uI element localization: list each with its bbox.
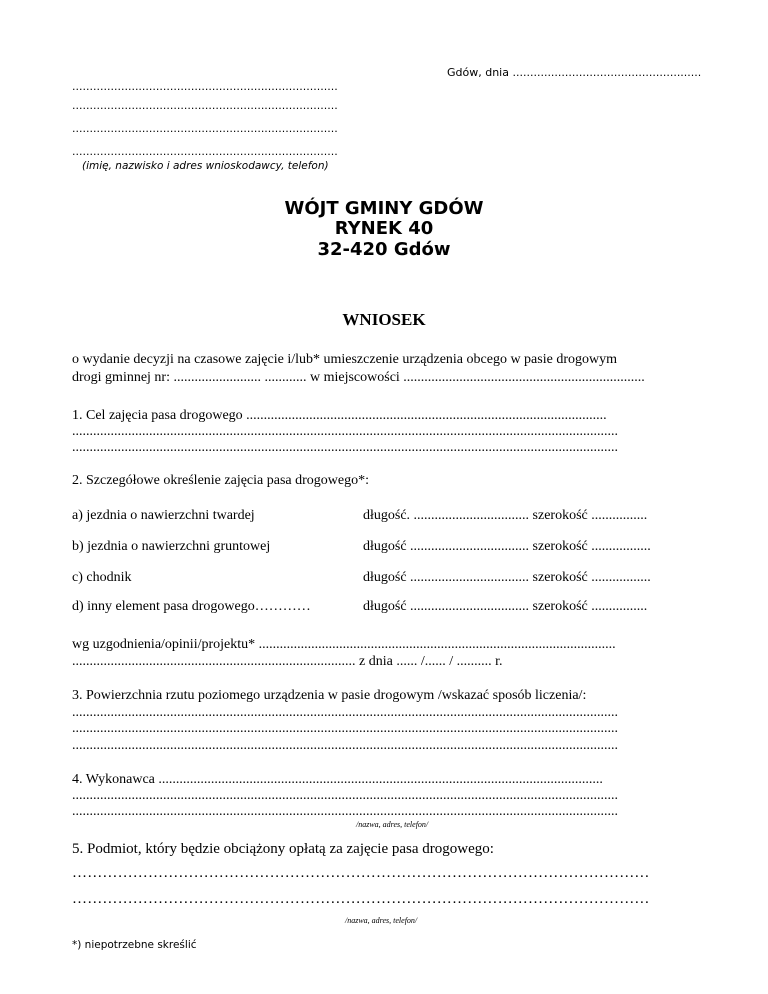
section-3-line[interactable]: ............................................................................................................................................................ (72, 705, 618, 720)
section-5-header: 5. Podmiot, który będzie obciążony opłatą za zajęcie pasa drogowego: (72, 841, 494, 857)
addressee-street: RYNEK 40 (334, 218, 434, 239)
row-label: c) chodnik (72, 570, 132, 585)
applicant-caption: (imię, nazwisko i adres wnioskodawcy, telefon) (82, 160, 329, 172)
row-dims[interactable]: długość. ................................. szerokość ................ (363, 508, 648, 523)
applicant-line[interactable]: ............................................................................ (72, 80, 338, 93)
section-3-line[interactable]: ............................................................................................................................................................ (72, 738, 618, 753)
applicant-line[interactable]: ............................................................................ (72, 122, 338, 135)
page-title: WNIOSEK (342, 310, 426, 329)
section-1-line[interactable]: ............................................................................................................................................................ (72, 440, 618, 455)
agreement-date-line[interactable]: ................................................................................. z dnia ...... /...... / .......... r. (72, 654, 503, 669)
addressee-city: 32-420 Gdów (317, 239, 451, 260)
section-4-header[interactable]: 4. Wykonawca ............................................................................................................................... (72, 772, 603, 787)
section-5-line[interactable]: …………………………………………………………………………………………………… (72, 891, 650, 907)
applicant-line[interactable]: ............................................................................ (72, 99, 338, 112)
addressee-name: WÓJT GMINY GDÓW (284, 198, 484, 219)
row-label[interactable]: d) inny element pasa drogowego………… (72, 599, 311, 614)
section-5-caption: /nazwa, adres, telefon/ (345, 916, 418, 925)
intro-line: o wydanie decyzji na czasowe zajęcie i/lub* umieszczenie urządzenia obcego w pasie drogowym (72, 352, 617, 367)
section-2-header: 2. Szczegółowe określenie zajęcia pasa drogowego*: (72, 473, 369, 488)
section-4-line[interactable]: ............................................................................................................................................................ (72, 788, 618, 803)
row-label: b) jezdnia o nawierzchni gruntowej (72, 539, 271, 554)
section-4-caption: /nazwa, adres, telefon/ (356, 820, 429, 829)
row-label: a) jezdnia o nawierzchni twardej (72, 508, 255, 523)
section-3-header: 3. Powierzchnia rzutu poziomego urządzenia w pasie drogowym /wskazać sposób liczenia/: (72, 688, 587, 703)
date-line[interactable]: Gdów, dnia ...................................................... (447, 66, 702, 79)
section-5-line[interactable]: …………………………………………………………………………………………………… (72, 865, 650, 881)
section-4-line[interactable]: ............................................................................................................................................................ (72, 804, 618, 819)
intro-line[interactable]: drogi gminnej nr: ......................... ............ w miejscowości ..................................................................... (72, 370, 645, 385)
row-dims[interactable]: długość .................................. szerokość ................. (363, 570, 651, 585)
footnote: *) niepotrzebne skreślić (72, 939, 197, 951)
section-3-line[interactable]: ............................................................................................................................................................ (72, 721, 618, 736)
row-dims[interactable]: długość .................................. szerokość ................. (363, 539, 651, 554)
agreement-line[interactable]: wg uzgodnienia/opinii/projektu* ...................................................................................................... (72, 637, 616, 652)
section-1-header[interactable]: 1. Cel zajęcia pasa drogowego ....................................................................................................... (72, 408, 607, 423)
applicant-line[interactable]: ............................................................................ (72, 145, 338, 158)
section-1-line[interactable]: ............................................................................................................................................................ (72, 424, 618, 439)
row-dims[interactable]: długość .................................. szerokość ................ (363, 599, 648, 614)
